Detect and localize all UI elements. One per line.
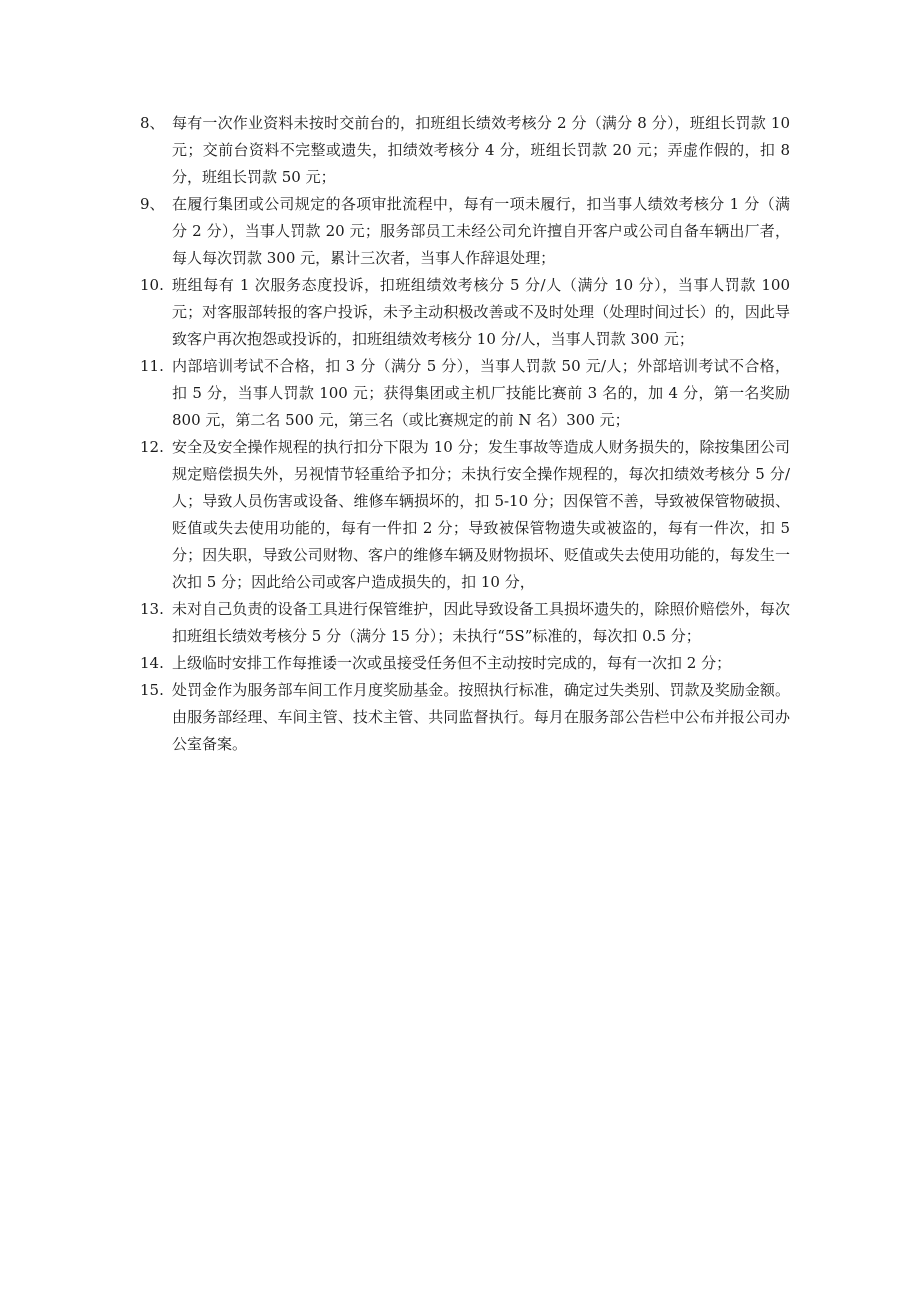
list-item-number: 14. xyxy=(140,654,164,672)
list-item-9 xyxy=(140,191,790,272)
list-item-text: 安全及安全操作规程的执行扣分下限为 10 分；发生事故等造成人财务损失的，除按集团公司规定赔偿损失外，另视情节轻重给予扣分；未执行安全操作规程的，每次扣绩效考核分 5 分/人；导致人员伤害或设备、维修车辆损坏的，扣 5-10 分；因保管不善，导致被保管物破损、贬值或失去使用功能的，每有一件扣 2 分；导致被保管物遗失或被盗的，每有一件次，扣 5 分；因失职，导致公司财物、客户的维修车辆及财物损坏、贬值或失去使用功能的，每发生一次扣 5 分；因此给公司或客户造成损失的，扣 10 分， xyxy=(172,438,790,591)
list-item-10 xyxy=(140,272,790,353)
list-item-number: 9、 xyxy=(140,195,165,213)
list-item-text: 班组每有 1 次服务态度投诉，扣班组绩效考核分 5 分/人（满分 10 分），当事人罚款 100 元；对客服部转报的客户投诉，未予主动积极改善或不及时处理（处理时间过长）的，因此导致客户再次抱怨或投诉的，扣班组绩效考核分 10 分/人，当事人罚款 300 元； xyxy=(172,276,790,348)
list-item-number: 13. xyxy=(140,600,164,618)
document-body xyxy=(140,110,790,758)
list-item-text: 上级临时安排工作每推诿一次或虽接受任务但不主动按时完成的，每有一次扣 2 分； xyxy=(172,654,732,672)
list-item-text: 内部培训考试不合格，扣 3 分（满分 5 分），当事人罚款 50 元/人；外部培训考试不合格，扣 5 分，当事人罚款 100 元；获得集团或主机厂技能比赛前 3 名的，加 4 分，第一名奖励 800 元，第二名 500 元，第三名（或比赛规定的前 N 名）300 元； xyxy=(172,357,790,429)
list-item-15 xyxy=(140,677,790,758)
list-item-number: 10. xyxy=(140,276,164,294)
list-item-13 xyxy=(140,596,790,650)
list-item-11 xyxy=(140,353,790,434)
list-item-text: 在履行集团或公司规定的各项审批流程中，每有一项未履行，扣当事人绩效考核分 1 分（满分 2 分），当事人罚款 20 元；服务部员工未经公司允许擅自开客户或公司自备车辆出厂者，每人每次罚款 300 元，累计三次者，当事人作辞退处理； xyxy=(172,195,790,267)
list-item-12 xyxy=(140,434,790,596)
list-item-number: 8、 xyxy=(140,114,165,132)
list-item-number: 15. xyxy=(140,681,164,699)
list-item-text: 处罚金作为服务部车间工作月度奖励基金。按照执行标准，确定过失类别、罚款及奖励金额。由服务部经理、车间主管、技术主管、共同监督执行。每月在服务部公告栏中公布并报公司办公室备案。 xyxy=(172,681,790,753)
list-item-text: 未对自己负责的设备工具进行保管维护，因此导致设备工具损坏遗失的，除照价赔偿外，每次扣班组长绩效考核分 5 分（满分 15 分）；未执行“5S”标准的，每次扣 0.5 分； xyxy=(172,600,790,645)
list-item-8 xyxy=(140,110,790,191)
list-item-14 xyxy=(140,650,790,677)
list-item-number: 11. xyxy=(140,357,164,375)
list-item-number: 12. xyxy=(140,438,164,456)
list-item-text: 每有一次作业资料未按时交前台的，扣班组长绩效考核分 2 分（满分 8 分），班组长罚款 10 元；交前台资料不完整或遗失，扣绩效考核分 4 分，班组长罚款 20 元；弄虚作假的，扣 8 分，班组长罚款 50 元； xyxy=(172,114,790,186)
